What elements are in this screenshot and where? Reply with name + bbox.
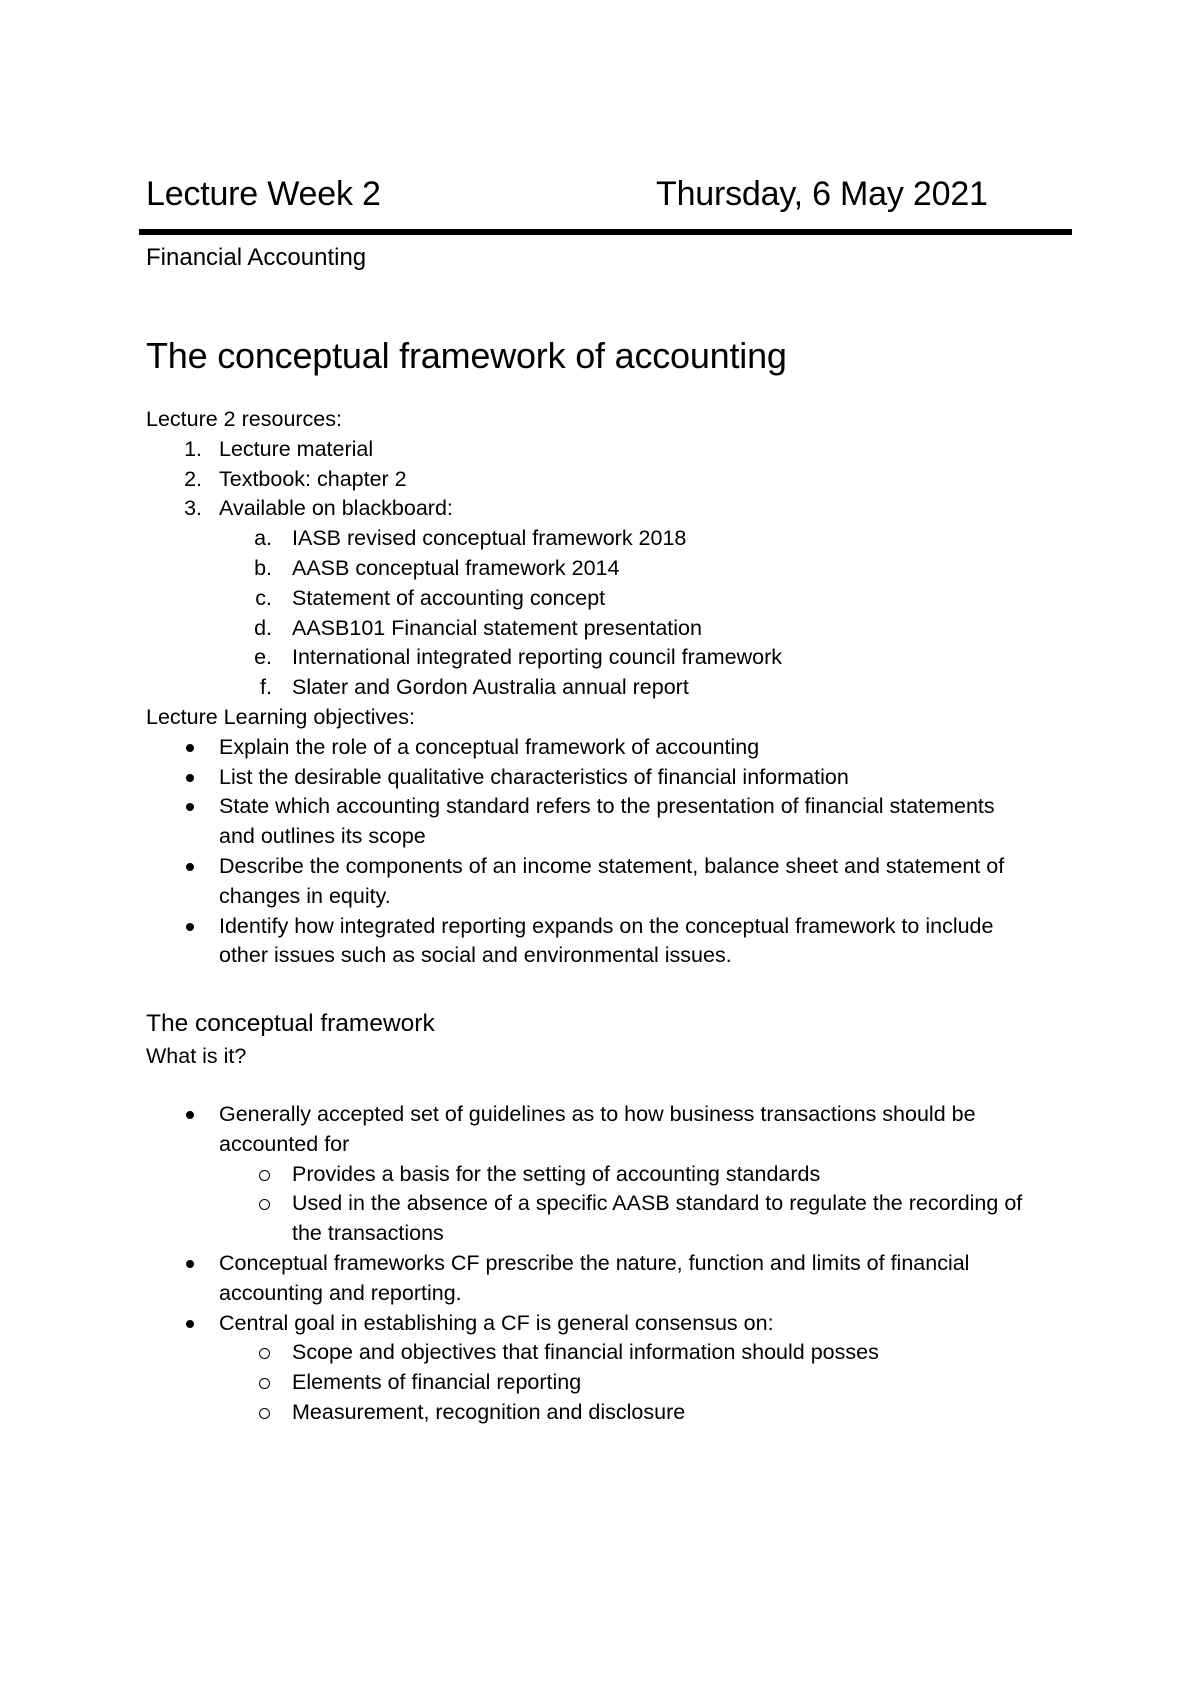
list-number: 2. — [184, 466, 202, 491]
bullet-icon — [186, 923, 194, 931]
cf-sub-text: Provides a basis for the setting of accounting standards — [292, 1161, 821, 1186]
cf-bullet-item — [146, 1249, 1076, 1279]
hollow-circle-icon — [259, 1199, 270, 1210]
cf-sub-item — [146, 1398, 1076, 1428]
list-letter: e. — [254, 645, 272, 670]
cf-sub-text: Scope and objectives that financial information should posses — [292, 1340, 879, 1365]
objective-text: List the desirable qualitative characteristics of financial information — [219, 764, 849, 789]
resource-subitem-text: International integrated reporting council framework — [292, 645, 782, 670]
objective-item — [146, 912, 1076, 942]
lecture-date: Thursday, 6 May 2021 — [656, 175, 988, 213]
cf-bullet-text-continued: accounting and reporting. — [219, 1280, 462, 1305]
resource-subitem — [146, 614, 1076, 644]
hollow-circle-icon — [259, 1408, 270, 1419]
lecture-title: Lecture Week 2 — [146, 175, 381, 213]
resource-subitem-text: AASB101 Financial statement presentation — [292, 615, 702, 640]
bullet-icon — [186, 803, 194, 811]
bullet-icon — [186, 1260, 194, 1268]
resource-subitem-text: IASB revised conceptual framework 2018 — [292, 526, 687, 551]
list-letter: d. — [254, 615, 272, 640]
cf-sub-text-continued: the transactions — [292, 1221, 444, 1246]
hollow-circle-icon — [259, 1170, 270, 1181]
bullet-icon — [186, 1320, 194, 1328]
cf-bullet-item — [146, 1100, 1076, 1130]
list-number: 1. — [184, 436, 202, 461]
resource-subitem-text: Slater and Gordon Australia annual report — [292, 675, 689, 700]
bullet-icon — [186, 744, 194, 752]
objective-item — [146, 792, 1076, 822]
cf-sub-item — [146, 1160, 1076, 1190]
cf-bullet-text: Conceptual frameworks CF prescribe the nature, function and limits of financial — [219, 1250, 970, 1275]
resource-subitem — [146, 554, 1076, 584]
list-letter: a. — [254, 526, 272, 551]
hollow-circle-icon — [259, 1348, 270, 1359]
objective-item — [146, 733, 1076, 763]
list-letter: c. — [255, 585, 272, 610]
cf-sub-item — [146, 1338, 1076, 1368]
objective-item — [146, 852, 1076, 882]
bullet-icon — [186, 774, 194, 782]
resource-subitem — [146, 643, 1076, 673]
cf-bullet-text: Generally accepted set of guidelines as to how business transactions should be — [219, 1102, 976, 1126]
list-number: 3. — [184, 496, 202, 521]
cf-bullet-text-continued: accounted for — [219, 1131, 350, 1156]
resource-subitem-text: AASB conceptual framework 2014 — [292, 555, 620, 580]
bullet-icon — [186, 1111, 194, 1119]
cf-sub-text: Measurement, recognition and disclosure — [292, 1399, 686, 1424]
conceptual-framework-list — [146, 1100, 1076, 1428]
cf-bullet-text: Central goal in establishing a CF is general consensus on: — [219, 1310, 774, 1335]
resources-label: Lecture 2 resources: — [146, 407, 342, 431]
resource-subitem — [146, 584, 1076, 614]
document-header — [146, 172, 1076, 222]
objective-item — [146, 763, 1076, 793]
cf-bullet-item — [146, 1309, 1076, 1339]
objective-text: Explain the role of a conceptual framework of accounting — [219, 734, 760, 759]
resource-item-text: Available on blackboard: — [219, 496, 453, 521]
section-subheading: What is it? — [146, 1044, 247, 1068]
objective-text: State which accounting standard refers to the presentation of financial statements — [219, 794, 995, 819]
bullet-icon — [186, 863, 194, 871]
course-name: Financial Accounting — [146, 244, 367, 271]
objective-text: Describe the components of an income statement, balance sheet and statement of — [219, 853, 1005, 878]
resource-item — [146, 435, 1076, 465]
section-heading: The conceptual framework — [146, 1010, 435, 1037]
resource-subitem — [146, 673, 1076, 703]
cf-sub-text: Elements of financial reporting — [292, 1370, 582, 1395]
list-letter: f. — [260, 675, 272, 700]
resources-and-objectives — [146, 405, 1076, 971]
hollow-circle-icon — [259, 1378, 270, 1389]
resource-subitem-text: Statement of accounting concept — [292, 585, 606, 610]
cf-sub-item — [146, 1368, 1076, 1398]
objective-text: Identify how integrated reporting expands on the conceptual framework to include — [219, 913, 994, 938]
resource-item-text: Textbook: chapter 2 — [219, 466, 407, 491]
objective-text-continued: and outlines its scope — [219, 824, 426, 849]
cf-sub-item — [146, 1189, 1076, 1219]
objective-text-continued: changes in equity. — [219, 883, 391, 908]
cf-sub-text: Used in the absence of a specific AASB standard to regulate the recording of — [292, 1191, 1023, 1216]
resource-item-text: Lecture material — [219, 436, 374, 461]
resource-subitem — [146, 524, 1076, 554]
list-letter: b. — [254, 555, 272, 580]
header-divider — [139, 229, 1072, 235]
objective-text-continued: other issues such as social and environmental issues. — [219, 943, 732, 968]
main-heading: The conceptual framework of accounting — [146, 335, 787, 376]
objectives-label: Lecture Learning objectives: — [146, 704, 415, 729]
resource-item — [146, 465, 1076, 495]
resource-item — [146, 494, 1076, 524]
